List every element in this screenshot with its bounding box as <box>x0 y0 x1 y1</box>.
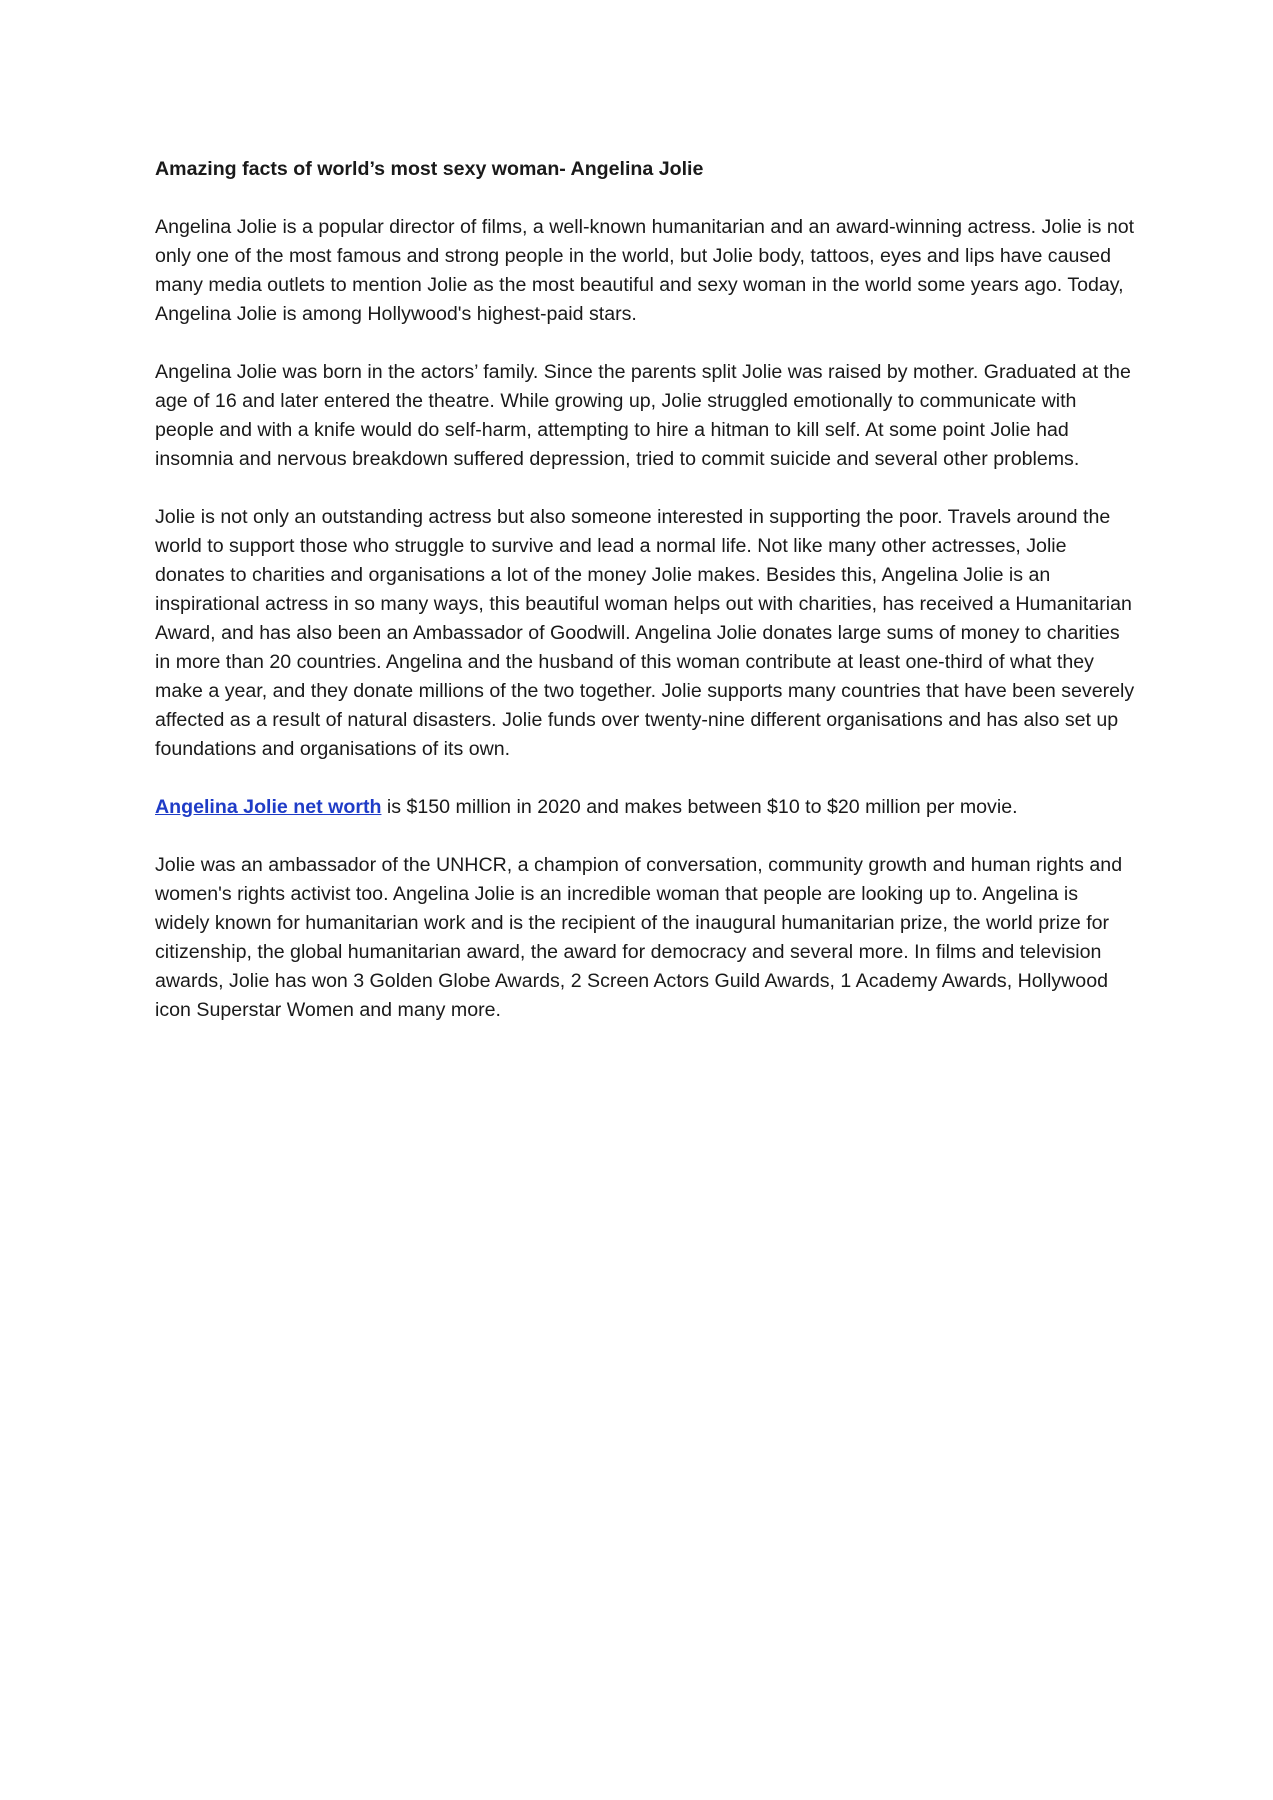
paragraph-charity: Jolie is not only an outstanding actress but also someone interested in supporting the poor. Travels around the world to support those who struggle to survive and lead a normal life. Not like many other actresses, Jolie donates to charities and organisations a lot of the money Jolie makes. Besides this, Angelina Jolie is an inspirational actress in so many ways, this beautiful woman helps out with charities, has received a Humanitarian Award, and has also been an Ambassador of Goodwill. Angelina Jolie donates large sums of money to charities in more than 20 countries. Angelina and the husband of this woman contribute at least one-third of what they make a year, and they donate millions of the two together. Jolie supports many countries that have been severely affected as a result of natural disasters. Jolie funds over twenty-nine different organisations and has also set up foundations and organisations of its own. <box>155 506 1135 760</box>
document-title: Amazing facts of world’s most sexy woman- Angelina Jolie <box>155 158 704 180</box>
net-worth-text: is $150 million in 2020 and makes between $10 to $20 million per movie. <box>381 796 1018 818</box>
document-body <box>155 155 1135 1054</box>
paragraph-early-life: Angelina Jolie was born in the actors’ family. Since the parents split Jolie was raised by mother. Graduated at the age of 16 and later entered the theatre. While growing up, Jolie struggled emotionally to communicate with people and with a knife would do self-harm, attempting to hire a hitman to kill self. At some point Jolie had insomnia and nervous breakdown suffered depression, tried to commit suicide and several other problems. <box>155 361 1131 470</box>
net-worth-link[interactable]: Angelina Jolie net worth <box>155 796 382 818</box>
paragraph-net-worth <box>155 793 1135 822</box>
paragraph-awards: Jolie was an ambassador of the UNHCR, a champion of conversation, community growth and human rights and women's rights activist too. Angelina Jolie is an incredible woman that people are looking up to. Angelina is widely known for humanitarian work and is the recipient of the inaugural humanitarian prize, the world prize for citizenship, the global humanitarian award, the award for democracy and several more. In films and television awards, Jolie has won 3 Golden Globe Awards, 2 Screen Actors Guild Awards, 1 Academy Awards, Hollywood icon Superstar Women and many more. <box>155 854 1123 1021</box>
paragraph-intro: Angelina Jolie is a popular director of films, a well-known humanitarian and an award-winning actress. Jolie is not only one of the most famous and strong people in the world, but Jolie body, tattoos, eyes and lips have caused many media outlets to mention Jolie as the most beautiful and sexy woman in the world some years ago. Today, Angelina Jolie is among Hollywood's highest-paid stars. <box>155 216 1135 325</box>
